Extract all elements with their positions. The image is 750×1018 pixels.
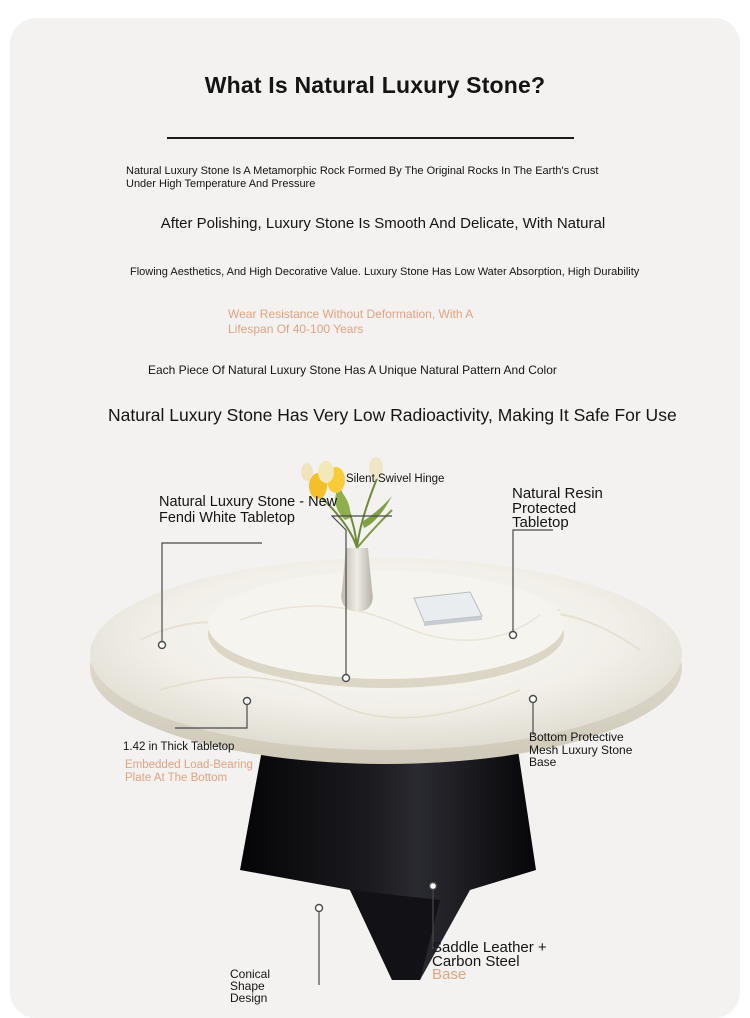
- callout-tabletop-material: Natural Luxury Stone - New Fendi White Tabletop: [159, 494, 338, 526]
- paragraph-polishing: After Polishing, Luxury Stone Is Smooth And Delicate, With Natural: [160, 215, 606, 232]
- saddle-base-text: Base: [432, 966, 467, 983]
- table-drawing: [0, 450, 750, 1003]
- callout-mesh-base: Bottom Protective Mesh Luxury Stone Base: [529, 730, 633, 769]
- callout-swivel-hinge: Silent Swivel Hinge: [346, 473, 445, 485]
- paragraph-pattern: Each Piece Of Natural Luxury Stone Has A Unique Natural Pattern And Color: [148, 363, 557, 377]
- page-title: What Is Natural Luxury Stone?: [204, 72, 546, 98]
- callout-resin-tabletop: Natural Resin Protected Tabletop: [512, 485, 603, 531]
- paragraph-formation: Natural Luxury Stone Is A Metamorphic Rock Formed By The Original Rocks In The Earth's Crust Under High Temperature And Pressure: [126, 165, 599, 190]
- product-illustration: [0, 450, 750, 1003]
- paragraph-aesthetics: Flowing Aesthetics, And High Decorative Value. Luxury Stone Has Low Water Absorption, High Durability: [130, 266, 640, 278]
- callout-conical-design: Conical Shape Design: [230, 967, 271, 1005]
- glass-tray: [414, 592, 482, 626]
- callout-saddle-leather: [432, 941, 572, 982]
- callout-load-plate: Embedded Load-Bearing Plate At The Bottom: [125, 759, 253, 784]
- paragraph-lifespan: Wear Resistance Without Deformation, With A Lifespan Of 40-100 Years: [228, 307, 473, 336]
- paragraph-radioactivity: Natural Luxury Stone Has Very Low Radioactivity, Making It Safe For Use: [108, 405, 677, 425]
- title-divider: [167, 137, 574, 139]
- callout-thickness: 1.42 in Thick Tabletop: [123, 741, 235, 753]
- lazy-susan: [208, 571, 564, 688]
- saddle-material-text: Saddle Leather + Carbon Steel: [432, 939, 547, 970]
